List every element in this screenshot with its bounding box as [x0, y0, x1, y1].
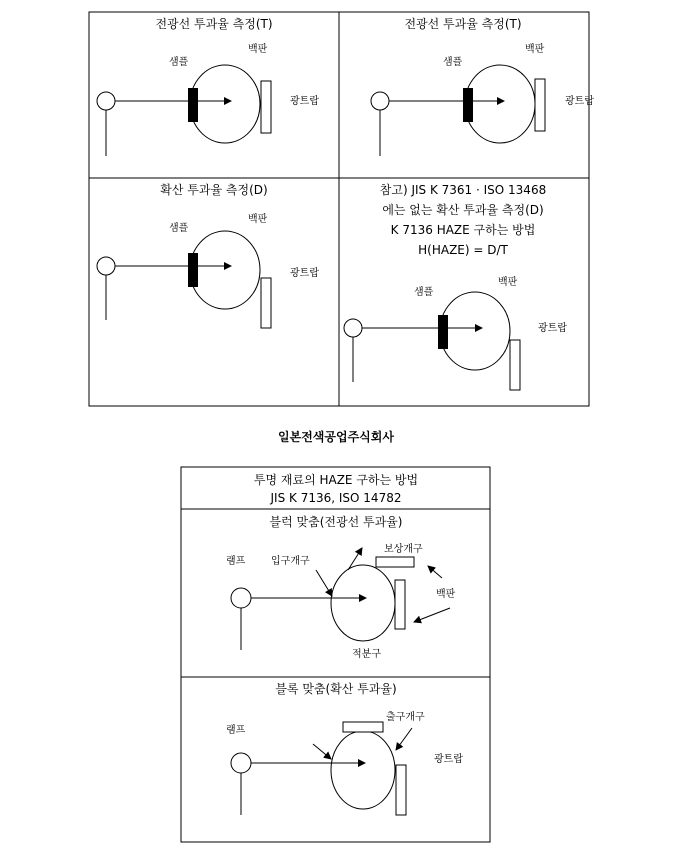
integrating-sphere	[190, 231, 260, 309]
section-diffuse-transmittance	[226, 681, 463, 815]
light-trap-label: 광트랍	[290, 96, 319, 107]
sample-block	[188, 253, 198, 287]
outlet-port-label: 출구개구	[386, 712, 425, 723]
lamp-label: 램프	[226, 725, 246, 736]
whiteboard-block	[395, 580, 405, 629]
haze-formula: H(HAZE) = D/T	[418, 243, 508, 257]
light-trap-block	[396, 765, 406, 815]
compensation-up-arrow	[348, 548, 362, 570]
panel-title: 전광선 투과율 측정(T)	[404, 17, 522, 31]
whiteboard-label: 백판	[248, 214, 268, 225]
whiteboard-pointer-up	[428, 566, 442, 578]
integrating-sphere	[440, 292, 510, 370]
light-trap-label: 광트랍	[538, 323, 567, 334]
light-trap-label: 광트랍	[290, 268, 319, 279]
light-trap-block	[535, 79, 545, 131]
light-trap-label: 광트랍	[434, 754, 463, 765]
compensation-port	[376, 557, 414, 567]
panel-title: 확산 투과율 측정(D)	[160, 183, 268, 197]
lamp-icon	[97, 92, 115, 110]
outlet-port	[343, 722, 383, 732]
sample-label: 샘플	[414, 287, 434, 298]
haze-method-title: 투명 재료의 HAZE 구하는 방법	[253, 473, 419, 487]
panel-total-transmittance-1	[97, 16, 319, 156]
note-line-3: K 7136 HAZE 구하는 방법	[390, 223, 536, 237]
compensation-port-label: 보상개구	[384, 544, 423, 555]
company-name: 일본전색공업주식회사	[278, 430, 394, 444]
sphere-label: 적분구	[352, 649, 381, 660]
panel-total-transmittance-2	[371, 16, 594, 156]
panel-reference-note	[344, 182, 567, 390]
whiteboard-label: 백판	[525, 44, 545, 55]
note-line-2: 에는 없는 확산 투과율 측정(D)	[382, 203, 544, 217]
section-total-transmittance	[226, 514, 456, 660]
sample-label: 샘플	[443, 57, 463, 68]
lamp-icon	[97, 257, 115, 275]
lamp-label: 램프	[226, 556, 246, 567]
integrating-sphere	[331, 565, 395, 641]
inlet-pointer	[313, 744, 331, 759]
whiteboard-label: 백판	[436, 589, 456, 600]
lamp-icon	[371, 92, 389, 110]
whiteboard-label: 백판	[498, 277, 518, 288]
haze-standard-title: JIS K 7136, ISO 14782	[270, 491, 402, 505]
section-title: 블럭 맞춤(전광선 투과율)	[269, 515, 403, 529]
section-title: 블록 맞춤(확산 투과율)	[275, 682, 397, 696]
lamp-icon	[231, 588, 251, 608]
integrating-sphere	[465, 65, 535, 143]
light-trap-label: 광트랍	[565, 96, 594, 107]
integrating-sphere	[331, 731, 395, 809]
lamp-icon	[231, 753, 251, 773]
inlet-port-label: 입구개구	[271, 556, 310, 567]
outlet-port-pointer	[396, 728, 412, 750]
panel-diffuse-transmittance	[97, 182, 319, 328]
sample-block	[438, 315, 448, 349]
sample-block	[463, 88, 473, 122]
whiteboard-pointer-down	[414, 608, 450, 622]
note-line-1: 참고) JIS K 7361 · ISO 13468	[379, 183, 547, 197]
sample-label: 샘플	[169, 223, 189, 234]
light-trap-block	[261, 81, 271, 133]
inlet-port-pointer	[316, 570, 332, 596]
panel-title: 전광선 투과율 측정(T)	[155, 17, 273, 31]
whiteboard-label: 백판	[248, 44, 268, 55]
lamp-icon	[344, 319, 362, 337]
light-trap-block	[510, 340, 520, 390]
light-trap-block	[261, 278, 271, 328]
sample-label: 샘플	[169, 57, 189, 68]
sample-block	[188, 88, 198, 122]
integrating-sphere	[190, 65, 260, 143]
